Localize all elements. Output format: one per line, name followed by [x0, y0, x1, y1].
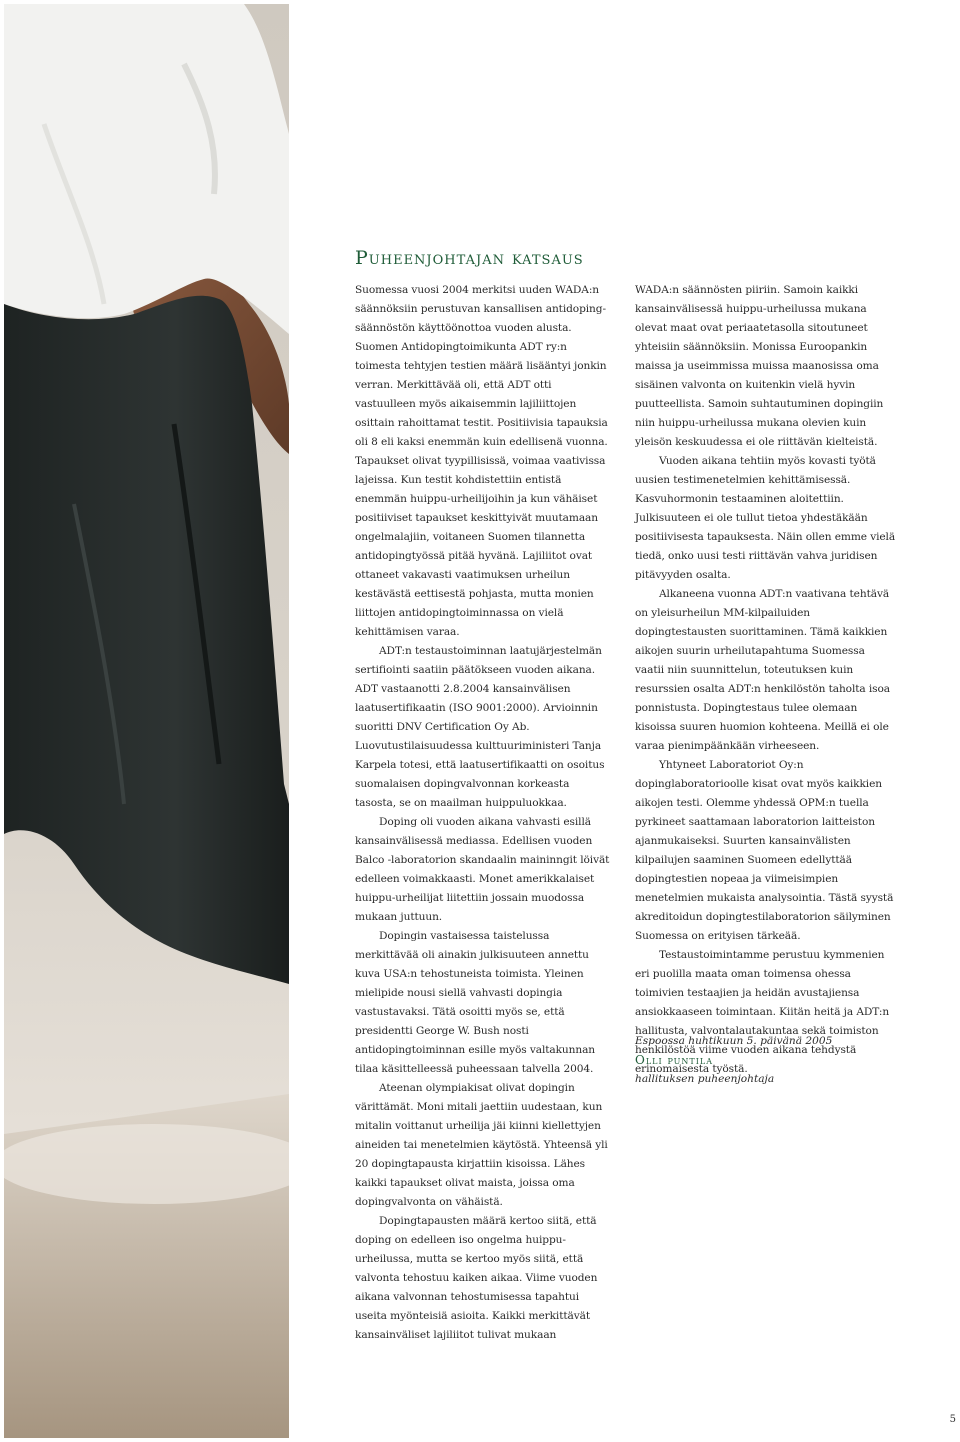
paragraph: WADA:n säännösten piiriin. Samoin kaikki kansainvälisessä huippu-urheilussa mukana olevat maat ovat periaatetasolla sitoutuneet yhteisiin säännöksiin. Monissa Euroopankin maissa ja useimmissa muissa maanosissa oma sisäinen valvonta on kuitenkin vielä hyvin puutteellista. Samoin suhtautuminen dopingiin niin huippu-urheilussa mukana olevien kuin yleisön keskuudessa ei ole riittävän kielteistä.: [635, 284, 884, 448]
page-number: 5: [949, 1414, 956, 1425]
article-column-2: [635, 281, 897, 1079]
signature-name: Olli puntila: [635, 1053, 714, 1067]
paragraph: Dopingtapausten määrä kertoo siitä, että doping on edelleen iso ongelma huippu-urheilussa, mutta se kertoo myös siitä, että valvonta tehostuu kaiken aikaa. Viime vuoden aikana valvonnan tehostumisessa tapahtui useita myönteisiä asioita. Kaikki merkittävät kansainväliset lajiliitot tulivat mukaan: [355, 1215, 598, 1341]
runner-photo: [4, 4, 289, 1438]
signature-role: hallituksen puheenjohtaja: [635, 1073, 775, 1085]
paragraph: Alkaneena vuonna ADT:n vaativana tehtävä on yleisurheilun MM-kilpailuiden dopingtestausten suorittaminen. Tämä kaikkien aikojen suurin urheilutapahtuma Suomessa vaatii niin suunnittelun, toteutuksen kuin resurssien osalta ADT:n henkilöstön taholta isoa ponnistusta. Dopingtestaus tulee olemaan kisoissa suuren huomion kohteena. Meillä ei ole varaa pienimpäänkään virheeseen.: [635, 588, 891, 752]
paragraph: Yhtyneet Laboratoriot Oy:n dopinglaboratorioolle kisat ovat myös kaikkien aikojen testi. Olemme yhdessä OPM:n tuella pyrkineet saattamaan laboratorion laitteiston ajanmukaiseksi. Suurten kansainvälisten kilpailujen saaminen Suomeen edellyttää dopingtestien nopeaa ja viimeisimpien menetelmien mukaista analysointia. Tästä syystä akreditoidun dopingtestilaboratorion säilyminen Suomessa on erityisen tärkeää.: [635, 759, 894, 942]
paragraph: ADT:n testaustoiminnan laatujärjestelmän sertifiointi saatiin päätökseen vuoden aikana. ADT vastaanotti 2.8.2004 kansainvälisen laatusertifikaatin (ISO 9001:2000). Arvioinnin suoritti DNV Certification Oy Ab. Luovutustilaisuudessa kulttuuriministeri Tanja Karpela totesi, että laatusertifikaatti on osoitus suomalaisen dopingvalvonnan korkeasta tasosta, se on maailman huippuluokkaa.: [355, 645, 605, 809]
paragraph: Dopingin vastaisessa taistelussa merkittävää oli ainakin julkisuuteen annettu kuva USA:n tehostuneista toimista. Yleinen mielipide nousi siellä vahvasti dopingia vastustavaksi. Tätä osoitti myös se, että presidentti George W. Bush nosti antidopingtoiminnan esille myös valtakunnan tilaa käsittelleessä puheessaan talvella 2004.: [355, 930, 596, 1075]
page-title: Puheenjohtajan katsaus: [355, 247, 584, 269]
paragraph: Ateenan olympiakisat olivat dopingin värittämät. Moni mitali jaettiin uudestaan, kun mitalin voittanut urheilija jäi kiinni kiellettyjen aineiden tai menetelmien käytöstä. Yhteensä yli 20 dopingtapausta kirjattiin kisoissa. Lähes kaikki tapaukset olivat maista, joissa oma dopingvalvonta on vähäistä.: [355, 1082, 608, 1208]
paragraph: Testaustoimintamme perustuu kymmenien eri puolilla maata oman toimensa ohessa toimivien testaajien ja heidän avustajiensa ansiokkaaseen toimintaan. Kiitän heitä ja ADT:n hallitusta, valvontalautakuntaa sekä toimiston henkilöstöä viime vuoden aikana tehdystä erinomaisesta työstä.: [635, 949, 890, 1075]
paragraph: Doping oli vuoden aikana vahvasti esillä kansainvälisessä mediassa. Edellisen vuoden Balco -laboratorion skandaalin maininngit löivät edelleen voimakkaasti. Monet amerikkalaiset huippu-urheilijat liitettiin jossain muodossa mukaan juttuun.: [355, 816, 610, 923]
signature-block: [635, 1032, 832, 1089]
article-column-1: [355, 281, 613, 1345]
paragraph: Vuoden aikana tehtiin myös kovasti työtä uusien testimenetelmien kehittämisessä. Kasvuhormonin testaaminen aloitettiin. Julkisuuteen ei ole tullut tietoa yhdestäkään positiivisesta tapauksesta. Näin ollen emme vielä tiedä, onko uusi testi riittävän vahva juridisen pitävyyden osalta.: [635, 455, 896, 581]
paragraph: Suomessa vuosi 2004 merkitsi uuden WADA:n säännöksiin perustuvan kansallisen antidoping-säännöstön käyttöönottoa vuoden alusta. Suomen Antidopingtoimikunta ADT ry:n toimesta tehtyjen testien määrä lisääntyi jonkin verran. Merkittävää oli, että ADT otti vastuulleen myös aikaisemmin lajiliittojen osittain rahoittamat testit. Positiivisia tapauksia oli 8 eli kaksi enemmän kuin edellisenä vuonna. Tapaukset olivat tyypillisissä, voimaa vaativissa lajeissa. Kun testit kohdistettiin entistä enemmän huippu-urheilijoihin ja kun vähäiset positiiviset tapaukset keskittyivät muutamaan ongelmalajiin, voitaneen Suomen tilannetta antidopingtyössä pitää hyvänä. Lajiliitot ovat ottaneet vakavasti vaatimuksen urheilun kestävästä eettisestä pohjasta, mutta monien liittojen antidopingtoiminnassa on vielä kehittämisen varaa.: [355, 284, 608, 638]
signature-date: Espoossa huhtikuun 5. päivänä 2005: [635, 1035, 833, 1047]
